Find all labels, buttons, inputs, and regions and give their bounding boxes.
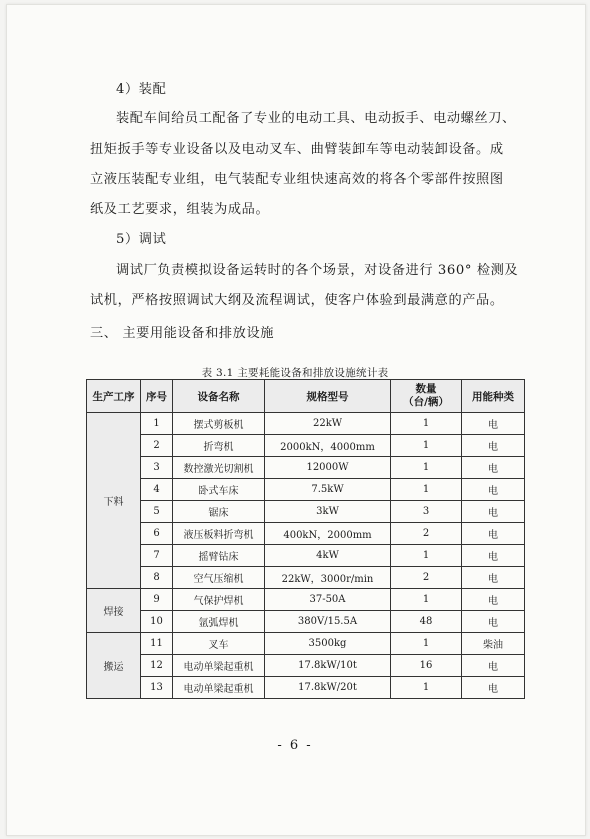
cell-model: 22kW，3000r/min — [265, 567, 391, 589]
header-qty-line-1: 数量 — [415, 383, 437, 395]
header-no: 序号 — [141, 380, 173, 413]
cell-model: 400kN，2000mm — [265, 523, 391, 545]
cell-no: 9 — [141, 589, 173, 611]
process-cell: 下料 — [87, 413, 141, 589]
cell-model: 12000W — [265, 457, 391, 479]
cell-energy: 电 — [462, 655, 525, 677]
cell-model: 17.8kW/10t — [265, 655, 391, 677]
cell-no: 10 — [141, 611, 173, 633]
cell-name: 叉车 — [173, 633, 265, 655]
table-row — [87, 545, 525, 567]
section-4-line-2: 扭矩扳手等专业设备以及电动叉车、曲臂装卸车等电动装卸设备。成 — [90, 142, 504, 157]
cell-model: 2000kN，4000mm — [265, 435, 391, 457]
cell-model: 22kW — [265, 413, 391, 435]
cell-no: 3 — [141, 457, 173, 479]
cell-qty: 1 — [391, 435, 462, 457]
table-row — [87, 523, 525, 545]
cell-energy: 电 — [462, 457, 525, 479]
section-4-line-3: 立液压装配专业组，电气装配专业组快速高效的将各个零部件按照图 — [90, 172, 504, 187]
table-row — [87, 457, 525, 479]
header-process: 生产工序 — [87, 380, 141, 413]
cell-qty: 1 — [391, 545, 462, 567]
header-qty — [391, 380, 462, 413]
cell-qty: 2 — [391, 567, 462, 589]
cell-qty: 3 — [391, 501, 462, 523]
cell-qty: 16 — [391, 655, 462, 677]
table-row — [87, 413, 525, 435]
cell-model: 4kW — [265, 545, 391, 567]
cell-name: 摇臂钻床 — [173, 545, 265, 567]
table-row — [87, 501, 525, 523]
table-header-row — [87, 380, 525, 413]
cell-energy: 电 — [462, 567, 525, 589]
table-row — [87, 633, 525, 655]
cell-no: 7 — [141, 545, 173, 567]
cell-energy: 电 — [462, 677, 525, 699]
cell-name: 摆式剪板机 — [173, 413, 265, 435]
equipment-table — [86, 379, 525, 699]
cell-name: 数控激光切割机 — [173, 457, 265, 479]
cell-qty: 1 — [391, 479, 462, 501]
cell-name: 气保护焊机 — [173, 589, 265, 611]
table-row — [87, 435, 525, 457]
table-row — [87, 677, 525, 699]
section-3-heading: 三、 主要用能设备和排放设施 — [90, 326, 275, 341]
page-number: - 6 - — [277, 738, 313, 753]
cell-energy: 电 — [462, 523, 525, 545]
section-5-line-2: 试机，严格按照调试大纲及流程调试，使客户体验到最满意的产品。 — [90, 293, 504, 308]
cell-model: 17.8kW/20t — [265, 677, 391, 699]
cell-qty: 1 — [391, 633, 462, 655]
cell-no: 2 — [141, 435, 173, 457]
cell-name: 电动单梁起重机 — [173, 677, 265, 699]
cell-name: 折弯机 — [173, 435, 265, 457]
section-4-heading: 4）装配 — [116, 82, 167, 97]
cell-no: 13 — [141, 677, 173, 699]
cell-model: 37-50A — [265, 589, 391, 611]
section-4-line-1: 装配车间给员工配备了专业的电动工具、电动扳手、电动螺丝刀、 — [116, 111, 516, 126]
cell-energy: 柴油 — [462, 633, 525, 655]
cell-name: 电动单梁起重机 — [173, 655, 265, 677]
process-cell: 搬运 — [87, 633, 141, 699]
cell-qty: 48 — [391, 611, 462, 633]
section-5-heading: 5）调试 — [116, 232, 167, 247]
table-row — [87, 479, 525, 501]
cell-model: 3kW — [265, 501, 391, 523]
header-qty-line-2: （台/辆） — [403, 396, 449, 408]
cell-qty: 2 — [391, 523, 462, 545]
cell-model: 3500kg — [265, 633, 391, 655]
cell-no: 4 — [141, 479, 173, 501]
cell-no: 11 — [141, 633, 173, 655]
header-model: 规格型号 — [265, 380, 391, 413]
cell-name: 卧式车床 — [173, 479, 265, 501]
cell-energy: 电 — [462, 545, 525, 567]
cell-name: 锯床 — [173, 501, 265, 523]
cell-qty: 1 — [391, 677, 462, 699]
cell-model: 7.5kW — [265, 479, 391, 501]
table-row — [87, 655, 525, 677]
table-row — [87, 589, 525, 611]
cell-no: 8 — [141, 567, 173, 589]
cell-energy: 电 — [462, 479, 525, 501]
header-name: 设备名称 — [173, 380, 265, 413]
cell-no: 12 — [141, 655, 173, 677]
cell-name: 氩弧焊机 — [173, 611, 265, 633]
cell-energy: 电 — [462, 611, 525, 633]
cell-energy: 电 — [462, 501, 525, 523]
table-row — [87, 611, 525, 633]
cell-energy: 电 — [462, 435, 525, 457]
cell-qty: 1 — [391, 457, 462, 479]
cell-no: 6 — [141, 523, 173, 545]
cell-model: 380V/15.5A — [265, 611, 391, 633]
cell-no: 1 — [141, 413, 173, 435]
header-energy: 用能种类 — [462, 380, 525, 413]
cell-name: 液压板料折弯机 — [173, 523, 265, 545]
cell-energy: 电 — [462, 589, 525, 611]
cell-name: 空气压缩机 — [173, 567, 265, 589]
table-caption: 表 3.1 主要耗能设备和排放设施统计表 — [201, 367, 389, 379]
cell-no: 5 — [141, 501, 173, 523]
cell-energy: 电 — [462, 413, 525, 435]
section-5-line-1: 调试厂负责模拟设备运转时的各个场景，对设备进行 360° 检测及 — [116, 263, 519, 278]
cell-qty: 1 — [391, 589, 462, 611]
table-row — [87, 567, 525, 589]
process-cell: 焊接 — [87, 589, 141, 633]
section-4-line-4: 纸及工艺要求，组装为成品。 — [90, 202, 270, 217]
cell-qty: 1 — [391, 413, 462, 435]
